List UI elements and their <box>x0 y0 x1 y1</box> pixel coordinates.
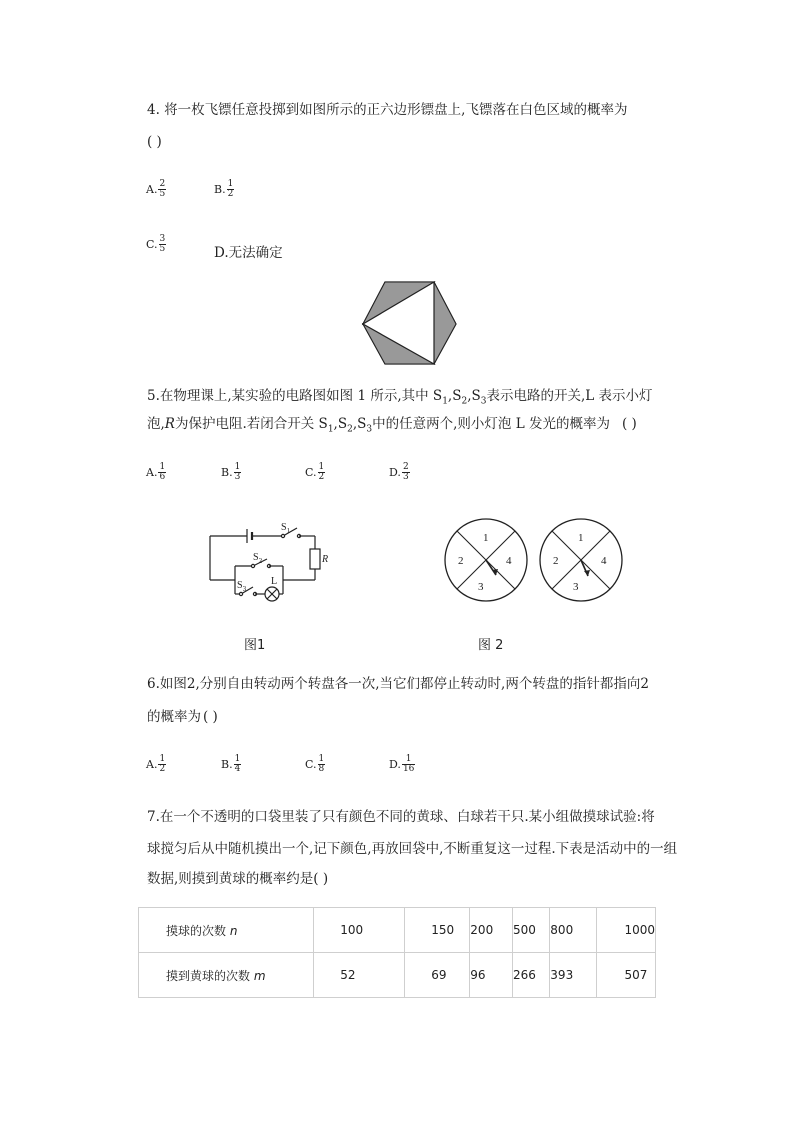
circuit-label-s3: $S_3$ <box>237 580 247 593</box>
q6-text-line1: 6.如图2,分别自由转动两个转盘各一次,当它们都停止转动时,两个转盘的指针都指向2 <box>147 676 649 692</box>
q4-text-line1: 4. 将一枚飞镖任意投掷到如图所示的正六边形镖盘上,飞镖落在白色区域的概率为 <box>147 102 628 118</box>
spinner-left-label-4: 4 <box>506 555 512 567</box>
q4-answer-paren: ( ) <box>147 134 162 150</box>
q7-text-line3: 数据,则摸到黄球的概率约是( ) <box>147 871 329 887</box>
q6-option-a: A. $\frac{1}{2}$ <box>146 754 166 774</box>
spinner-right-label-1: 1 <box>578 532 584 544</box>
table-cell: 200 <box>470 908 513 953</box>
q5-option-b: B. $\frac{1}{3}$ <box>221 462 241 482</box>
spinner-right-label-2: 2 <box>553 555 559 567</box>
q5-text-line1: 5.在物理课上,某实验的电路图如图 1 所示,其中 $S_1,S_2,S_3$表示电路的开关,L 表示小灯 <box>147 388 653 407</box>
circuit-diagram <box>205 518 330 606</box>
q4-option-a: A. $\frac{2}{5}$ <box>146 179 166 199</box>
q6-option-c: C. $\frac{1}{8}$ <box>305 754 325 774</box>
spinner-right-label-3: 3 <box>573 581 579 593</box>
q5-option-c: C. $\frac{1}{2}$ <box>305 462 325 482</box>
table-header-cell: 摸球的次数 n <box>139 908 314 953</box>
q6-answer-paren: ( ) <box>203 709 218 725</box>
table-cell: 1000 <box>597 908 656 953</box>
circuit-label-s1: $S_1$ <box>281 522 291 535</box>
circuit-label-l: L <box>271 576 278 587</box>
table-cell: 393 <box>550 953 597 998</box>
q6-option-b: B. $\frac{1}{4}$ <box>221 754 241 774</box>
q6-text-line2: 的概率为 <box>147 709 201 725</box>
q4-option-c: C. $\frac{3}{5}$ <box>146 234 166 254</box>
figure-2-caption: 图 2 <box>478 638 504 653</box>
table-cell: 507 <box>597 953 656 998</box>
q5-answer-paren: ( ) <box>622 416 637 432</box>
figure-1-caption: 图1 <box>244 638 266 653</box>
hexagon-dartboard <box>360 278 460 368</box>
table-cell: 266 <box>512 953 549 998</box>
q6-option-d: D. $\frac{1}{16}$ <box>389 754 415 774</box>
spinner-right-label-4: 4 <box>601 555 607 567</box>
q5-text-line2: 泡,R为保护电阻.若闭合开关 $S_1,S_2,S_3$中的任意两个,则小灯泡 L 发光的概率为 <box>147 416 610 435</box>
table-row <box>139 953 656 998</box>
table-cell: 52 <box>314 953 405 998</box>
q7-text-line1: 7.在一个不透明的口袋里装了只有颜色不同的黄球、白球若干只.某小组做摸球试验:将 <box>147 809 655 825</box>
spinner-left-label-1: 1 <box>483 532 489 544</box>
q4-option-b: B. $\frac{1}{2}$ <box>214 179 234 199</box>
trial-data-table <box>138 907 656 998</box>
table-cell: 150 <box>405 908 470 953</box>
table-row <box>139 908 656 953</box>
spinner-right <box>538 517 624 603</box>
circuit-label-s2: $S_2$ <box>253 552 263 565</box>
spinner-left-label-3: 3 <box>478 581 484 593</box>
table-cell: 69 <box>405 953 470 998</box>
table-header-cell: 摸到黄球的次数 m <box>139 953 314 998</box>
q5-option-d: D. $\frac{2}{3}$ <box>389 462 409 482</box>
circuit-label-r: R <box>322 554 329 565</box>
q7-text-line2: 球搅匀后从中随机摸出一个,记下颜色,再放回袋中,不断重复这一过程.下表是活动中的一组 <box>147 841 678 857</box>
spinner-left <box>443 517 529 603</box>
table-cell: 800 <box>550 908 597 953</box>
spinner-left-label-2: 2 <box>458 555 464 567</box>
table-cell: 96 <box>470 953 513 998</box>
q4-option-d: D.无法确定 <box>214 245 283 261</box>
table-cell: 100 <box>314 908 405 953</box>
q5-option-a: A. $\frac{1}{6}$ <box>146 462 166 482</box>
table-cell: 500 <box>512 908 549 953</box>
